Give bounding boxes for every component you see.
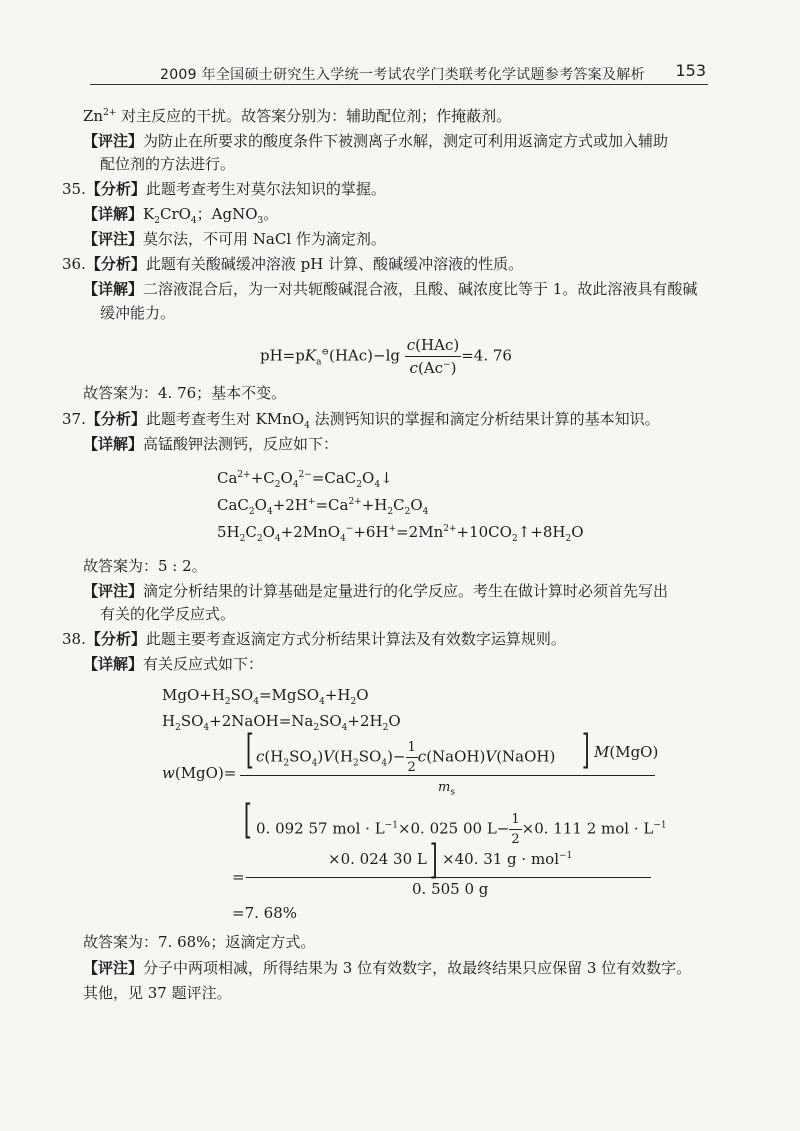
- bracket-left: [: [245, 727, 254, 773]
- q38-w-label: w(MgO)=: [162, 764, 237, 782]
- q38-calc-mass: 0. 505 0 g: [412, 880, 489, 898]
- q37-reaction-3: $5H_2C_2O_4+2MnO_4^-+6H^+=2Mn^{2+}+10CO_2↑+8H_2O$: [217, 523, 584, 544]
- fraction-bar-2: [246, 877, 651, 878]
- q38-detail: 【详解】有关反应式如下：: [83, 655, 264, 673]
- q38-formula-ms: $m_s$: [438, 780, 455, 798]
- q34-line: $Zn^{2+}$ 对主反应的干扰。故答案分别为：辅助配位剂；作掩蔽剂。: [83, 107, 512, 125]
- q37-reaction-2: $CaC_2O_4+2H^+=Ca^{2+}+H_2C_2O_4$: [217, 496, 429, 517]
- q36-detail-cont: 缓冲能力。: [100, 304, 176, 322]
- q38-result: =7. 68%: [232, 904, 297, 922]
- q38-calc-line1: 0. 092 57 mol · $L^{-1}\times 0$. 025 00 L− $\frac{1}{2}$ ×0. 111 2 mol · $L^{-1}$: [256, 812, 667, 847]
- bracket-left-2: [: [243, 797, 252, 843]
- q36-ph-equation: $pH=pK_a^⊖(HAc)-\lg$ $\frac{\text{c(HAc)}}{c(Ac^-)}$ =4. 76: [260, 336, 512, 377]
- bracket-right-2: ]: [429, 837, 438, 883]
- q34-comment-cont: 配位剂的方法进行。: [100, 155, 236, 173]
- q37-answer: 故答案为：5 : 2。: [83, 557, 207, 575]
- q38-reaction-2: $H_2SO_4+2NaOH=Na_2SO_4+2H_2O$: [162, 712, 401, 733]
- q37-analysis: 37.【分析】此题考查考生对 KMnO$_4$ 法测钙知识的掌握和滴定分析结果计算的基本知识。: [62, 410, 660, 431]
- q37-reaction-1: $Ca^{2+}+C_2O_4^{2-}=CaC_2O_4↓$: [217, 469, 393, 490]
- q37-detail: 【详解】高锰酸钾法测钙，反应如下：: [83, 435, 339, 453]
- equals-sign: =: [232, 868, 245, 886]
- q38-reaction-1: $MgO+H_2SO_4=MgSO_4+H_2O$: [162, 686, 369, 707]
- q38-calc-line2b: ×40. 31 g · mol$^{-1}$: [442, 850, 573, 868]
- fraction-bar-1: [240, 775, 655, 776]
- q35-analysis: 35.【分析】此题考查考生对莫尔法知识的掌握。: [62, 180, 386, 198]
- header-title: 2009 年全国硕士研究生入学统一考试农学门类联考化学试题参考答案及解析: [160, 67, 645, 83]
- q38-formula-mmgo: M(MgO): [594, 743, 659, 761]
- q34-comment: 【评注】为防止在所要求的酸度条件下被测离子水解，测定可利用返滴定方式或加入辅助: [83, 132, 669, 150]
- q38-other: 其他，见 37 题评注。: [83, 984, 232, 1002]
- page-header: [90, 54, 708, 85]
- q37-comment-cont: 有关的化学反应式。: [100, 605, 236, 623]
- q36-answer: 故答案为：4. 76；基本不变。: [83, 384, 287, 402]
- page-number: 153: [675, 61, 706, 80]
- q36-detail: 【详解】二溶液混合后，为一对共轭酸碱混合液，且酸、碱浓度比等于 1。故此溶液具有酸碱: [83, 280, 698, 298]
- bracket-right: ]: [581, 727, 590, 773]
- q38-comment: 【评注】分子中两项相减，所得结果为 3 位有效数字，故最终结果只应保留 3 位有效数字。: [83, 959, 692, 977]
- q37-comment: 【评注】滴定分析结果的计算基础是定量进行的化学反应。考生在做计算时必须首先写出: [83, 582, 669, 600]
- q38-formula-numerator: $c(H_2SO_4)V(H_2SO_4)-$ $\frac{1}{2}$ c(NaOH)V(NaOH): [256, 740, 556, 775]
- q38-calc-line2: ×0. 024 30 L: [328, 850, 427, 868]
- q36-analysis: 36.【分析】此题有关酸碱缓冲溶液 pH 计算、酸碱缓冲溶液的性质。: [62, 255, 524, 273]
- q35-comment: 【评注】莫尔法，不可用 NaCl 作为滴定剂。: [83, 230, 386, 248]
- q38-analysis: 38.【分析】此题主要考查返滴定方式分析结果计算法及有效数字运算规则。: [62, 630, 566, 648]
- q38-answer: 故答案为：7. 68%；返滴定方式。: [83, 933, 316, 951]
- q35-detail: 【详解】$K_2CrO_4$；AgNO$_3$。: [83, 205, 279, 226]
